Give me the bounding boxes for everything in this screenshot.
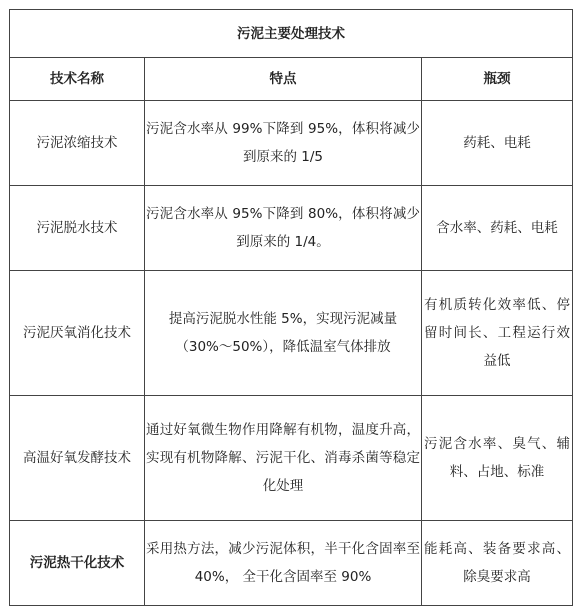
bottleneck-cell: 有机质转化效率低、停留时间长、工程运行效益低: [422, 271, 573, 396]
table-row: [10, 186, 573, 271]
technology-name-cell: 高温好氧发酵技术: [10, 396, 145, 521]
sludge-treatment-table: [9, 9, 573, 606]
technology-name-cell: 污泥浓缩技术: [10, 101, 145, 186]
table-row: [10, 271, 573, 396]
bottleneck-cell: 污泥含水率、臭气、辅料、占地、标准: [422, 396, 573, 521]
technology-name-cell: 污泥热干化技术: [10, 521, 145, 606]
bottleneck-cell: 药耗、电耗: [422, 101, 573, 186]
table-title-row: [10, 10, 573, 58]
feature-cell: 采用热方法，减少污泥体积，半干化含固率至 40%， 全干化含固率至 90%: [145, 521, 422, 606]
table-row: [10, 101, 573, 186]
technology-name-cell: 污泥厌氧消化技术: [10, 271, 145, 396]
feature-cell: 通过好氧微生物作用降解有机物，温度升高，实现有机物降解、污泥干化、消毒杀菌等稳定化处理: [145, 396, 422, 521]
header-features: 特点: [145, 58, 422, 101]
header-bottleneck: 瓶颈: [422, 58, 573, 101]
header-technology-name: 技术名称: [10, 58, 145, 101]
feature-cell: 提高污泥脱水性能 5%，实现污泥减量（30%～50%），降低温室气体排放: [145, 271, 422, 396]
bottleneck-cell: 含水率、药耗、电耗: [422, 186, 573, 271]
bottleneck-cell: 能耗高、装备要求高、除臭要求高: [422, 521, 573, 606]
table-title: 污泥主要处理技术: [10, 10, 573, 58]
feature-cell: 污泥含水率从 95%下降到 80%，体积将减少到原来的 1/4。: [145, 186, 422, 271]
feature-cell: 污泥含水率从 99%下降到 95%，体积将减少到原来的 1/5: [145, 101, 422, 186]
table-header-row: [10, 58, 573, 101]
table-row: [10, 396, 573, 521]
table-row: [10, 521, 573, 606]
technology-name-cell: 污泥脱水技术: [10, 186, 145, 271]
